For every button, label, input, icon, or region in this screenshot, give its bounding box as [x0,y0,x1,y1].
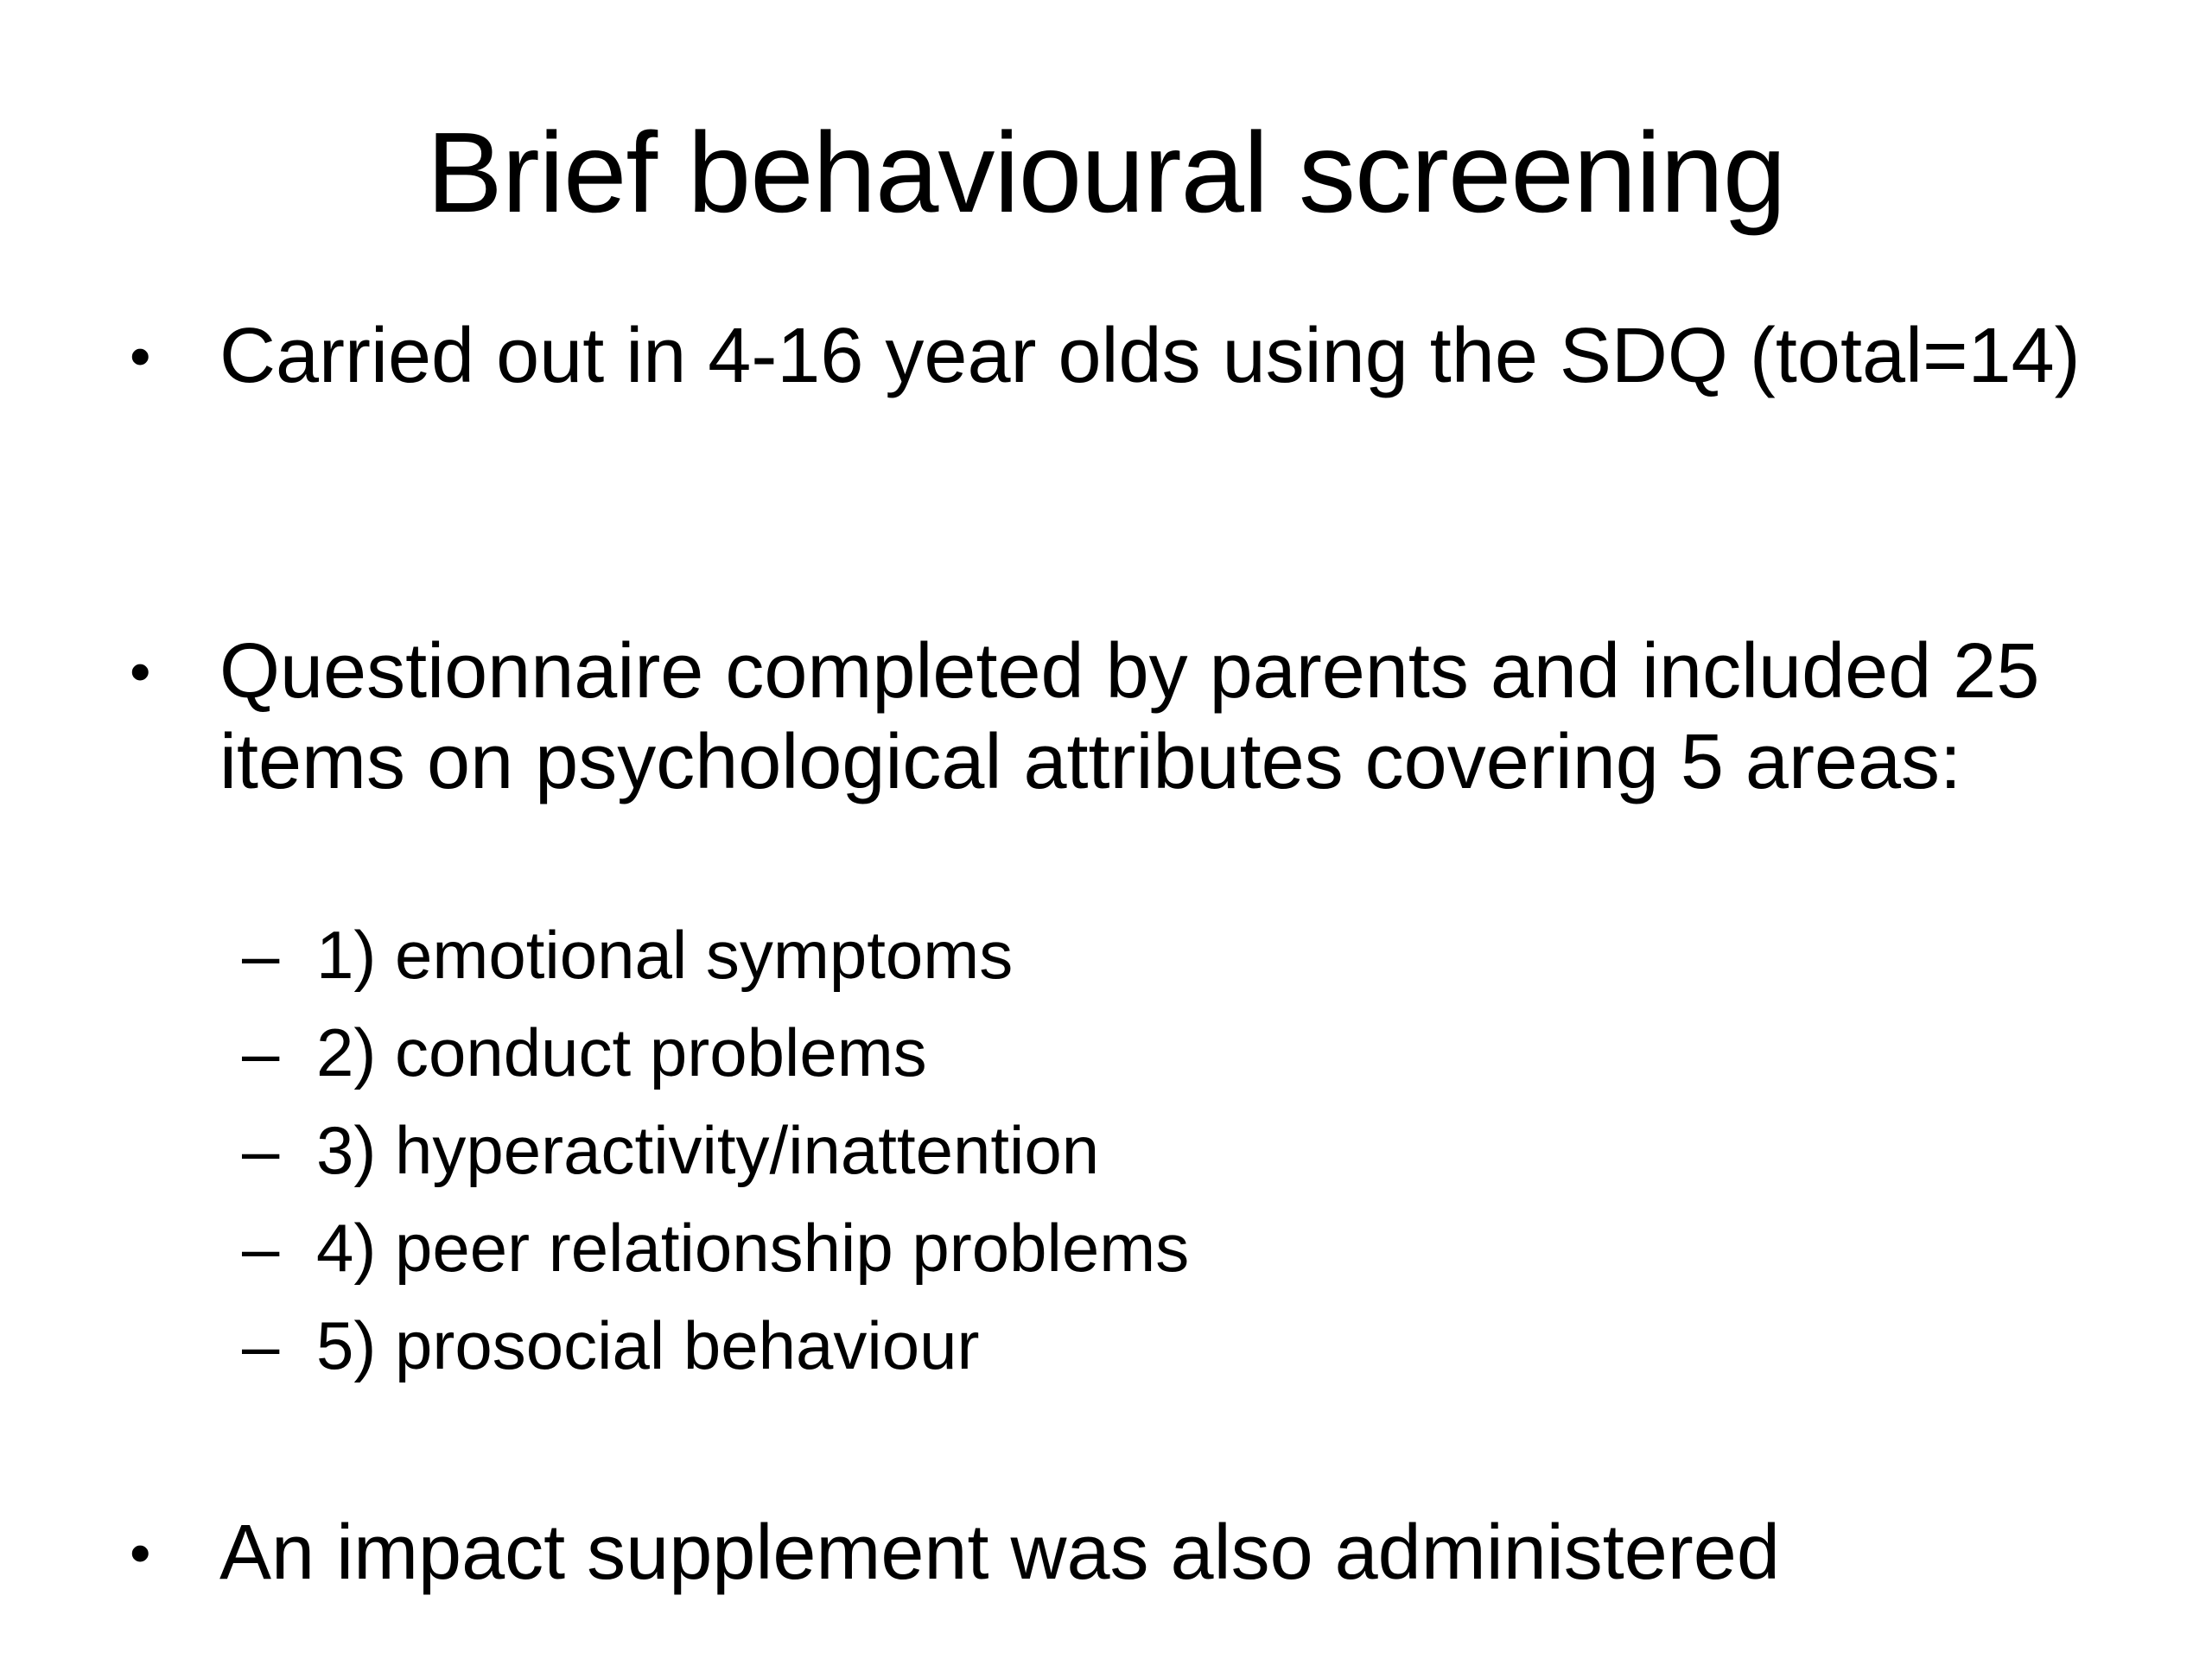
sub-bullet-item [242,1107,1970,1205]
bullet-text: An impact supplement was also administered [219,1510,1780,1596]
sub-bullet-text: 5) prosocial behaviour [316,1307,980,1383]
sub-bullet-text: 2) conduct problems [316,1014,927,1090]
sub-bullet-text: 1) emotional symptoms [316,917,1014,993]
bullet-marker: • [130,638,151,705]
sub-bullet-item [242,1009,1970,1107]
sub-bullet-marker: – [242,1014,280,1090]
sub-bullet-marker: – [242,917,280,993]
bullet-marker: • [130,1519,151,1586]
sub-bullet-item [242,1302,1970,1400]
bullet-marker: • [130,322,151,390]
sub-bullet-list [242,912,1970,1400]
bullet-text: Questionnaire completed by parents and included 25 items on psychological attributes covering 5 areas: [219,628,2040,805]
sub-bullet-item [242,1205,1970,1302]
sub-bullet-marker: – [242,1112,280,1188]
sub-bullet-text: 3) hyperactivity/inattention [316,1112,1100,1188]
sub-bullet-text: 4) peer relationship problems [316,1210,1190,1286]
sub-bullet-marker: – [242,1210,280,1286]
slide-title: Brief behavioural screening [426,109,1786,236]
bullet-text: Carried out in 4-16 year olds using the SDQ (total=14) [219,313,2081,399]
sub-bullet-item [242,912,1970,1009]
sub-bullet-marker: – [242,1307,280,1383]
